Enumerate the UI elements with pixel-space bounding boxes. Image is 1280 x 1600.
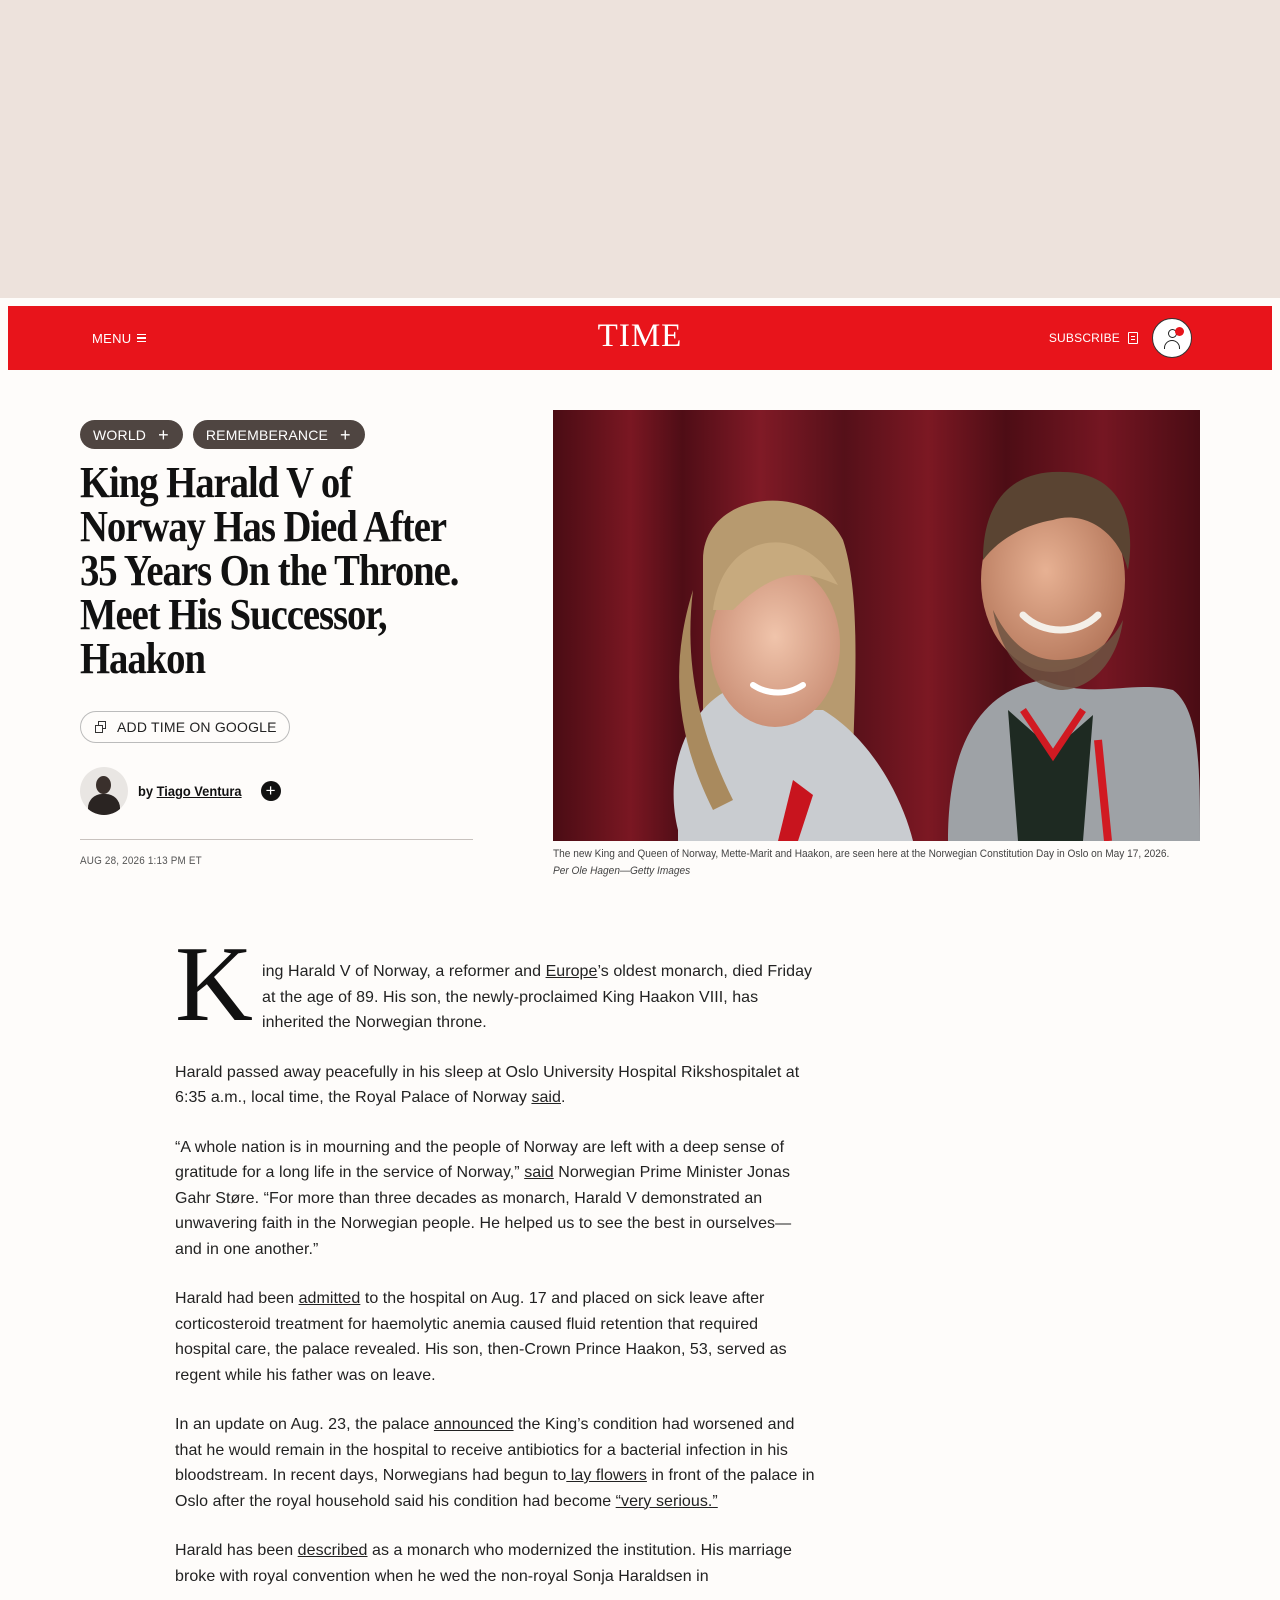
- plus-icon: +: [158, 424, 169, 445]
- image-caption: [553, 846, 1188, 880]
- inline-link[interactable]: Europe: [545, 963, 598, 980]
- subscribe-label: SUBSCRIBE: [1048, 331, 1120, 345]
- inline-link[interactable]: lay flowers: [566, 1467, 647, 1484]
- inline-link[interactable]: said: [524, 1164, 554, 1181]
- hero-photo: [553, 410, 1200, 841]
- hamburger-icon: [137, 334, 146, 343]
- paragraph: Harald had been admitted to the hospital on Aug. 17 and placed on sick leave after corticosteroid treatment for haemolytic anemia caused fluid retention that required hospital care, the palace revealed. His son, then-Crown Prince Haakon, 53, served as regent while his father was on leave.: [175, 1290, 787, 1384]
- google-button-label: ADD TIME ON GOOGLE: [117, 719, 277, 735]
- paragraph: K ing Harald V of Norway, a reformer and Europe’s oldest monarch, died Friday at the age of 89. His son, the newly-proclaimed King Haakon VIII, has inherited the Norwegian throne.: [175, 925, 813, 1044]
- byline-text: by Tiago Ventura: [138, 783, 242, 799]
- article-headline: King Harald V of Norway Has Died After 35 Years On the Throne. Meet His Successor, Haakon: [80, 458, 459, 683]
- subscribe-button[interactable]: [1049, 306, 1138, 370]
- follow-author-button[interactable]: +: [261, 781, 281, 801]
- drop-cap: K: [175, 925, 254, 1044]
- publish-date: AUG 28, 2026 1:13 PM ET: [80, 855, 202, 867]
- menu-label: MENU: [92, 330, 132, 346]
- tag-label: WORLD: [93, 426, 147, 443]
- menu-button[interactable]: [92, 306, 146, 370]
- caption-text: The new King and Queen of Norway, Mette-Marit and Haakon, are seen here at the Norwegian Constitution Day in Oslo on May 17, 2026.: [553, 848, 1170, 860]
- byline: [80, 767, 281, 815]
- time-logo[interactable]: TIME: [597, 318, 683, 354]
- photo-credit: Per Ole Hagen—Getty Images: [553, 865, 691, 877]
- notification-dot: [1175, 327, 1184, 336]
- tag-remembrance[interactable]: [193, 420, 365, 449]
- tag-label: REMEMBERANCE: [205, 426, 329, 443]
- site-header: [8, 306, 1272, 370]
- add-time-on-google-button[interactable]: [80, 711, 290, 743]
- account-button[interactable]: [1152, 318, 1192, 358]
- paragraph: Harald passed away peacefully in his sleep at Oslo University Hospital Rikshospitalet at 6:35 a.m., local time, the Royal Palace of Norway said.: [175, 1063, 800, 1106]
- tag-world[interactable]: [80, 420, 183, 449]
- plus-icon: +: [340, 424, 351, 445]
- inline-link[interactable]: said: [531, 1089, 561, 1106]
- inline-link[interactable]: “very serious.”: [615, 1492, 718, 1510]
- paragraph: In an update on Aug. 23, the palace announced the King’s condition had worsened and that he would remain in the hospital to receive antibiotics for a bacterial infection in his bloodstream. In recent days, Norwegians had begun to lay flowers in front of the palace in Oslo after the royal household said his condition had become “very serious.”: [175, 1416, 815, 1510]
- advertisement-slot: [0, 0, 1280, 298]
- google-preferred-source-icon: [95, 721, 107, 733]
- divider: [80, 839, 473, 840]
- inline-link[interactable]: described: [297, 1542, 368, 1559]
- paragraph: Harald has been described as a monarch who modernized the institution. His marriage broke with royal convention when he wed the non-royal Sonja Haraldsen in: [175, 1542, 792, 1585]
- inline-link[interactable]: announced: [433, 1416, 514, 1433]
- inline-link[interactable]: admitted: [298, 1290, 361, 1307]
- magazine-icon: [1128, 332, 1138, 344]
- topic-tags: [80, 420, 365, 449]
- paragraph: “A whole nation is in mourning and the people of Norway are left with a deep sense of gratitude for a long life in the service of Norway,” said Norwegian Prime Minister Jonas Gahr Støre. “For more than three decades as monarch, Harald V demonstrated an unwavering faith in the Norwegian people. He helped us to see the best in ourselves—and in one another.”: [175, 1138, 792, 1258]
- author-avatar[interactable]: [80, 767, 128, 815]
- hero-image: [553, 410, 1200, 841]
- author-link[interactable]: Tiago Ventura: [156, 783, 242, 799]
- article-body: [175, 925, 815, 1600]
